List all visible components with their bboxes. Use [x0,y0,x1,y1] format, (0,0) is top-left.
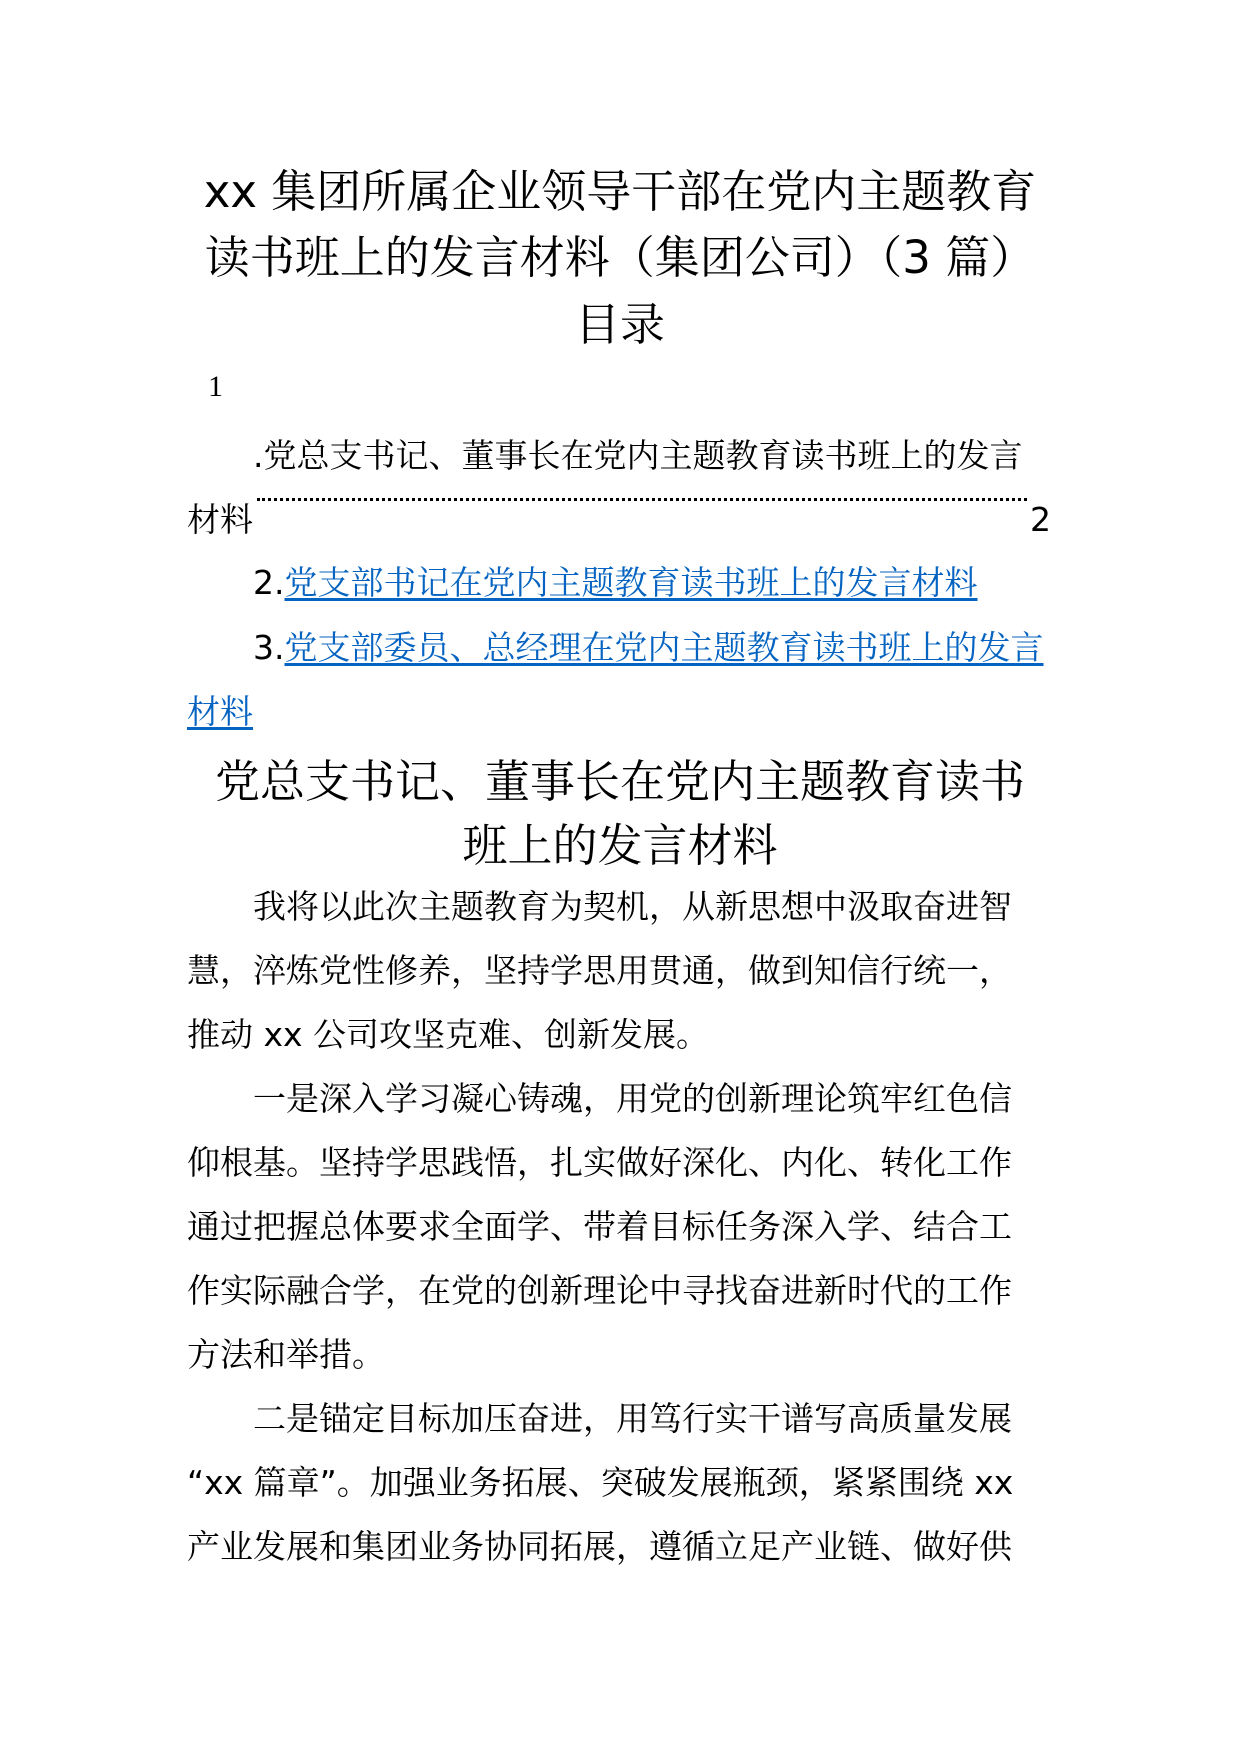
paragraph-1-line-2: 慧，淬炼党性修养，坚持学思用贯通，做到知信行统一， [187,951,1012,990]
paragraph-3-line-2: “xx 篇章”。加强业务拓展、突破发展瓶颈，紧紧围绕 xx [187,1463,1014,1502]
section-title-line-2: 班上的发言材料 [462,819,778,872]
toc-item-1-page-number: 2 [1030,500,1051,539]
toc-heading: 目录 [574,298,665,351]
paragraph-1-line-3: 推动 xx 公司攻坚克难、创新发展。 [187,1015,710,1054]
paragraph-1-line-1: 我将以此次主题教育为契机，从新思想中汲取奋进智 [253,887,1012,926]
toc-item-3-link-line-2[interactable]: 材料 [187,692,253,731]
document-title-line-1: xx 集团所属企业领导干部在党内主题教育 [203,165,1037,218]
toc-item-2-link[interactable]: 党支部书记在党内主题教育读书班上的发言材料 [284,563,978,602]
toc-item-3[interactable] [253,626,1044,670]
document-title-line-2: 读书班上的发言材料（集团公司）（3 篇） [204,231,1036,284]
paragraph-2-line-3: 通过把握总体要求全面学、带着目标任务深入学、结合工 [187,1207,1012,1246]
toc-item-1-number: 1 [208,370,223,403]
toc-item-2-number: 2. [253,563,285,602]
section-title-line-1: 党总支书记、董事长在党内主题教育读书 [214,755,1025,808]
toc-item-3-number: 3. [253,628,285,667]
toc-item-3-link[interactable]: 党支部委员、总经理在党内主题教育读书班上的发言 [284,628,1044,667]
toc-item-1-line-1[interactable]: .党总支书记、董事长在党内主题教育读书班上的发言 [253,436,1023,475]
paragraph-2-line-1: 一是深入学习凝心铸魂，用党的创新理论筑牢红色信 [253,1079,1012,1118]
paragraph-2-line-4: 作实际融合学，在党的创新理论中寻找奋进新时代的工作 [187,1271,1012,1310]
paragraph-2-line-5: 方法和举措。 [187,1335,385,1374]
paragraph-3-line-1: 二是锚定目标加压奋进，用笃行实干谱写高质量发展 [253,1399,1012,1438]
toc-item-1-line-2[interactable]: 材料 [187,500,253,539]
paragraph-3-line-3: 产业发展和集团业务协同拓展，遵循立足产业链、做好供 [187,1527,1012,1566]
toc-item-2[interactable] [253,561,978,605]
toc-leader-dots [257,498,1027,501]
paragraph-2-line-2: 仰根基。坚持学思践悟，扎实做好深化、内化、转化工作 [187,1143,1012,1182]
